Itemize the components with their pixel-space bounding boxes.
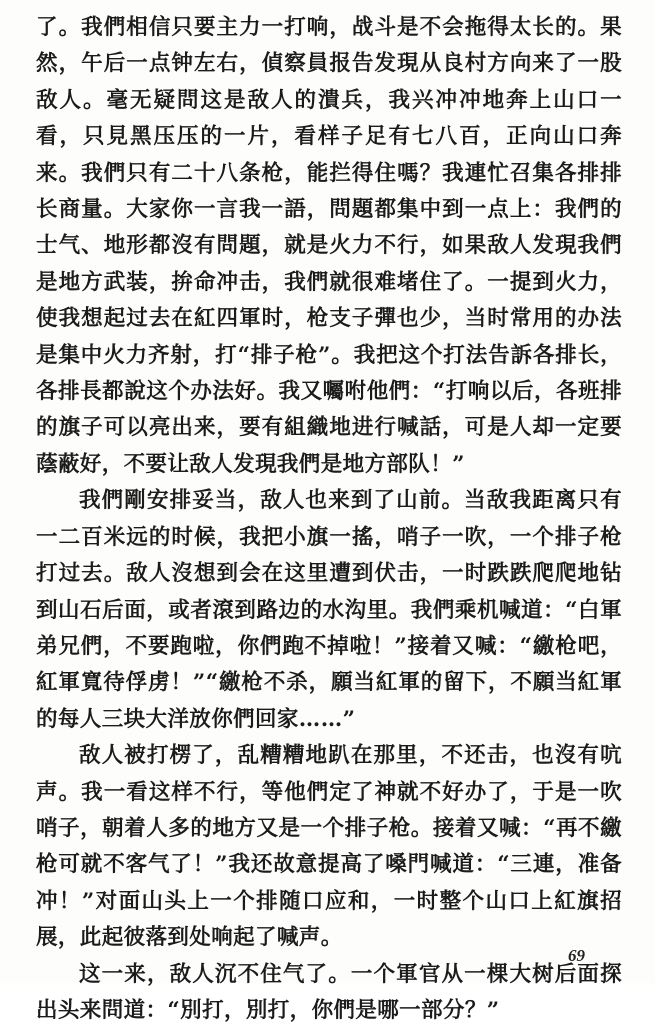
- page-number: 69: [568, 946, 585, 965]
- paragraph-1: 了。我們相信只要主力一打响，战斗是不会拖得太长的。果然，午后一点钟左右，偵察員报告发現从良村方向来了一股敌人。毫无疑問这是敌人的潰兵，我兴冲冲地奔上山口一看，只見黑压压的一片，看样子足有七八百，正向山口奔来。我們只有二十八条枪，能拦得住嗎？我連忙召集各排排长商量。大家你一言我一語，問題都集中到一点上：我們的士气、地形都沒有問題，就是火力不行，如果敌人发現我們是地方武装，拚命冲击，我們就很难堵住了。一提到火力，使我想起过去在紅四軍时，枪支子彈也少，当时常用的办法是集中火力齐射，打“排子枪”。我把这个打法告訴各排长，各排長都說这个办法好。我又囑咐他們：“打响以后，各班排的旗子可以亮出来，要有組織地进行喊話，可是人却一定要蔭蔽好，不要让敌人发現我們是地方部队！”: [36, 15, 622, 477]
- paragraph-2: 我們剛安排妥当，敌人也来到了山前。当敌我距离只有一二百米远的时候，我把小旗一搖，哨子一吹，一个排子枪打过去。敌人沒想到会在这里遭到伏击，一时跌跌爬爬地钻到山石后面，或者滾到路边的水沟里。我們乘机喊道：“白軍弟兄們，不要跑啦，你們跑不掉啦！”接着又喊：“繳枪吧，紅軍寬待俘虏！”“繳枪不杀，願当紅軍的留下，不願当紅軍的每人三块大洋放你們回家……”: [36, 488, 622, 732]
- paragraph-4: 这一来，敌人沉不住气了。一个軍官从一棵大树后面探出头来問道：“別打，別打，你們是哪一部分？”: [36, 961, 622, 1023]
- paragraph-3: 敌人被打楞了，乱糟糟地趴在那里，不还击，也沒有吭声。我一看这样不行，等他們定了神就不好办了，于是一吹哨子，朝着人多的地方又是一个排子枪。接着又喊：“再不繳枪可就不客气了！”我还故意提高了嗓門喊道：“三連，准备冲！”对面山头上一个排随口应和，一时整个山口上紅旗招展，此起彼落到处响起了喊声。: [36, 743, 622, 951]
- body-text: [36, 10, 622, 1029]
